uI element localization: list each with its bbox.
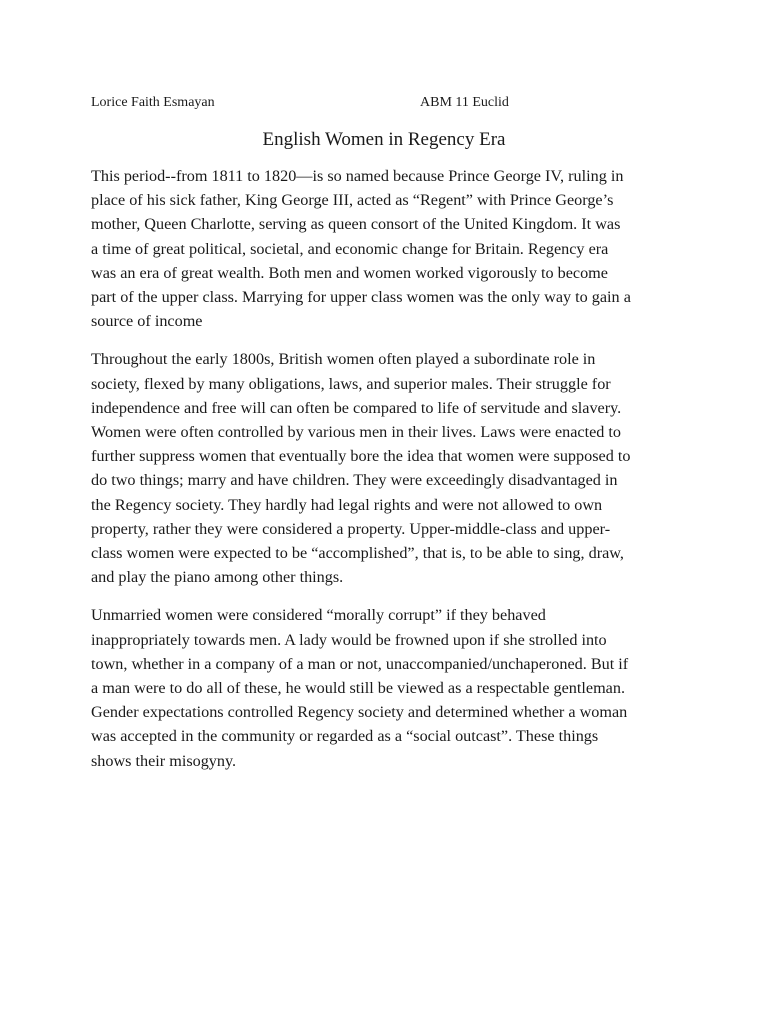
paragraph-3 <box>91 603 681 772</box>
paragraph-line: a man were to do all of these, he would still be viewed as a respectable gentleman. <box>91 679 625 698</box>
document-body <box>91 164 681 787</box>
class-section: ABM 11 Euclid <box>420 95 509 110</box>
paragraph-line: was an era of great wealth. Both men and women worked vigorously to become <box>91 263 608 282</box>
paragraph-line: inappropriately towards men. A lady would be frowned upon if she strolled into <box>91 630 607 649</box>
paragraph-line: a time of great political, societal, and economic change for Britain. Regency era <box>91 239 609 258</box>
paragraph-line: Unmarried women were considered “morally corrupt” if they behaved <box>91 606 546 625</box>
paragraph-line: further suppress women that eventually bore the idea that women were supposed to <box>91 447 631 466</box>
paragraph-line: property, rather they were considered a property. Upper-middle-class and upper- <box>91 519 611 538</box>
paragraph-line: part of the upper class. Marrying for upper class women was the only way to gain a <box>91 288 631 307</box>
paragraph-line: society, flexed by many obligations, laws, and superior males. Their struggle for <box>91 374 611 393</box>
paragraph-line: shows their misogyny. <box>91 751 237 770</box>
paragraph-line: This period--from 1811 to 1820—is so named because Prince George IV, ruling in <box>91 167 624 185</box>
paragraph-line: source of income <box>91 312 203 331</box>
paragraph-line: and play the piano among other things. <box>91 568 344 587</box>
paragraph-2 <box>91 347 681 589</box>
paragraph-line: Throughout the early 1800s, British women often played a subordinate role in <box>91 350 596 369</box>
paragraph-line: town, whether in a company of a man or not, unaccompanied/unchaperoned. But if <box>91 654 629 673</box>
paragraph-line: the Regency society. They hardly had legal rights and were not allowed to own <box>91 495 603 514</box>
document-header <box>91 93 681 113</box>
paragraph-line: Women were often controlled by various men in their lives. Laws were enacted to <box>91 423 622 442</box>
paragraph-line: class women were expected to be “accomplished”, that is, to be able to sing, draw, <box>91 544 624 563</box>
paragraph-1 <box>91 164 681 333</box>
paragraph-line: place of his sick father, King George III, acted as “Regent” with Prince George’s <box>91 191 614 210</box>
paragraph-line: was accepted in the community or regarded as a “social outcast”. These things <box>91 727 599 746</box>
author-name: Lorice Faith Esmayan <box>91 95 215 110</box>
document-title: English Women in Regency Era <box>262 129 506 150</box>
paragraph-line: independence and free will can often be compared to life of servitude and slavery. <box>91 398 622 417</box>
paragraph-line: do two things; marry and have children. They were exceedingly disadvantaged in <box>91 471 618 490</box>
paragraph-line: mother, Queen Charlotte, serving as queen consort of the United Kingdom. It was <box>91 215 621 234</box>
paragraph-line: Gender expectations controlled Regency society and determined whether a woman <box>91 703 628 722</box>
